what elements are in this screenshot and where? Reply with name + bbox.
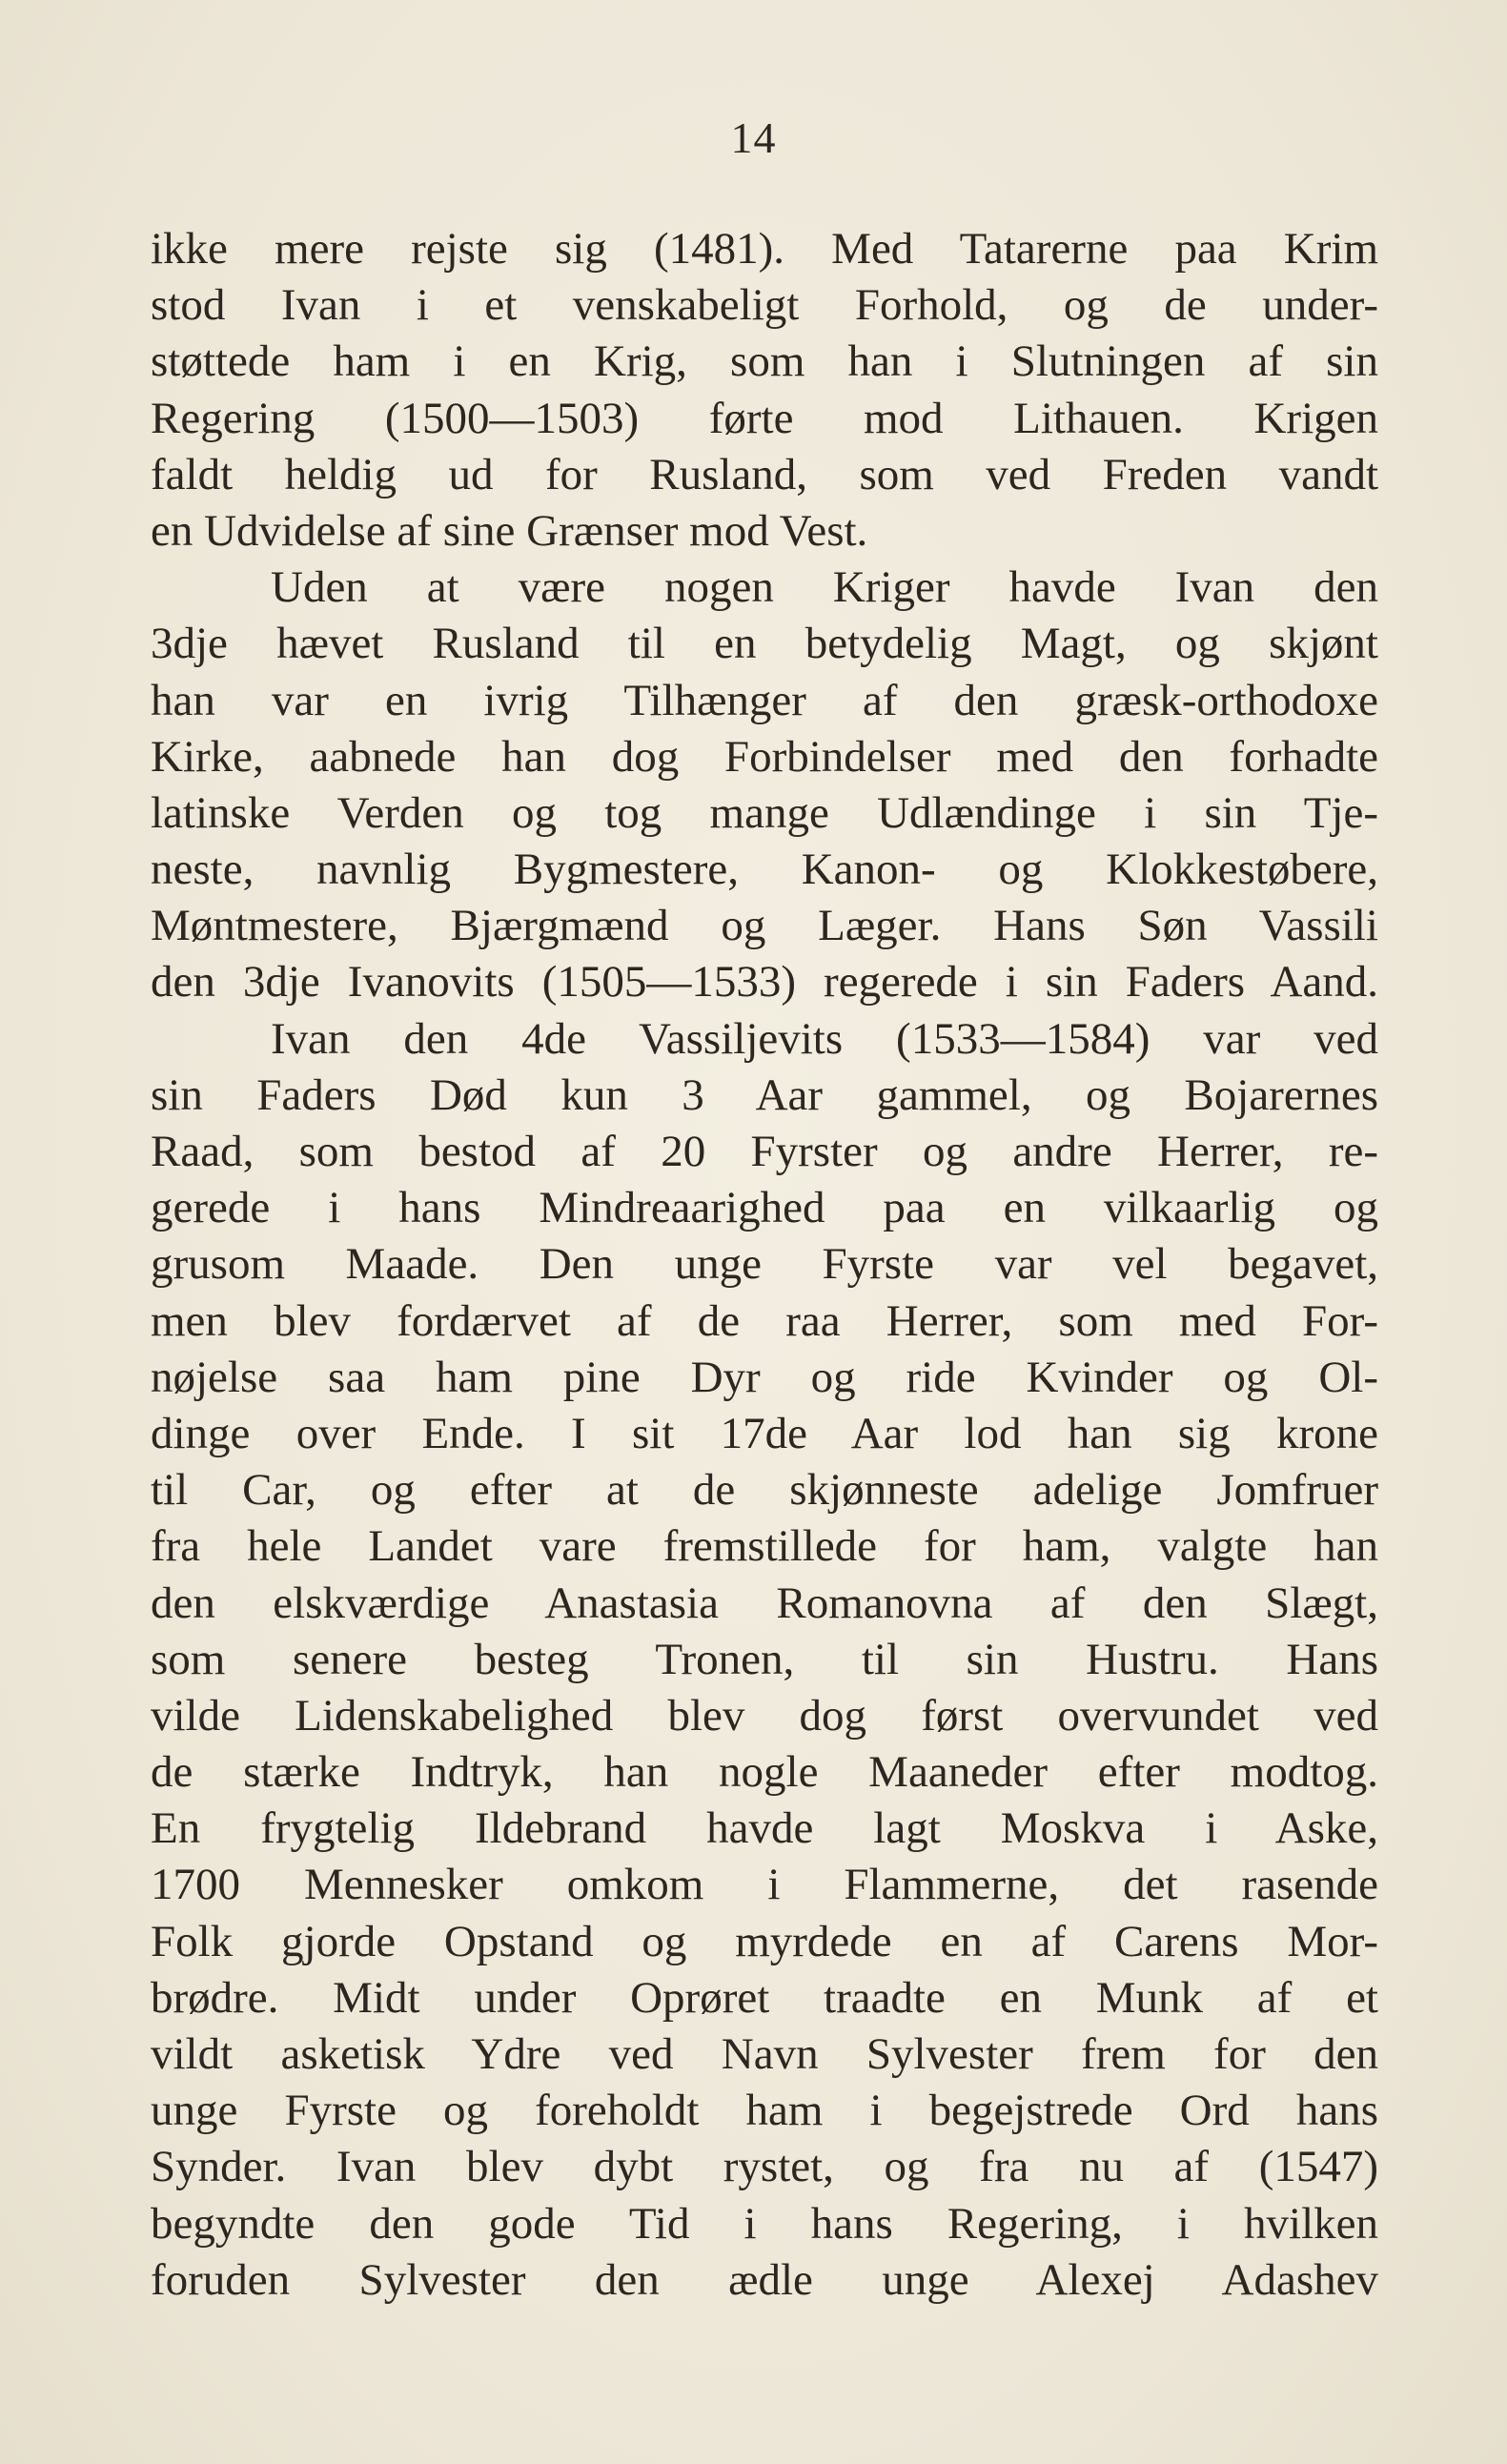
text-line: foruden Sylvester den ædle unge Alexej Adashev	[151, 2254, 1378, 2305]
text-line: støttede ham i en Krig, som han i Slutningen af sin	[151, 336, 1378, 387]
text-line: brødre. Midt under Oprøret traadte en Munk af et	[151, 1972, 1378, 2023]
text-line: til Car, og efter at de skjønneste adelige Jomfruer	[151, 1465, 1378, 1516]
text-line: unge Fyrste og foreholdt ham i begejstrede Ord hans	[151, 2086, 1378, 2136]
text-line: vildt asketisk Ydre ved Navn Sylvester frem for den	[151, 2029, 1378, 2079]
text-line: de stærke Indtryk, han nogle Maaneder efter modtog.	[151, 1747, 1378, 1798]
text-line: grusom Maade. Den unge Fyrste var vel begavet,	[151, 1239, 1378, 1290]
text-line: Møntmestere, Bjærgmænd og Læger. Hans Søn Vassili	[151, 901, 1378, 951]
text-line: den elskværdige Anastasia Romanovna af den Slægt,	[151, 1578, 1378, 1628]
text-line: 3dje hævet Rusland til en betydelig Magt, og skjønt	[151, 619, 1378, 669]
text-line: En frygtelig Ildebrand havde lagt Moskva i Aske,	[151, 1803, 1378, 1854]
text-line: faldt heldig ud for Rusland, som ved Freden vandt	[151, 449, 1378, 499]
text-line: vilde Lidenskabelighed blev dog først overvundet ved	[151, 1690, 1378, 1741]
text-line: Raad, som bestod af 20 Fyrster og andre Herrer, re-	[151, 1127, 1378, 1176]
text-line: en Udvidelse af sine Grænser mod Vest.	[151, 505, 868, 556]
text-line: Synder. Ivan blev dybt rystet, og fra nu af (1547)	[151, 2142, 1378, 2192]
text-line: neste, navnlig Bygmestere, Kanon- og Klokkestøbere,	[151, 845, 1378, 895]
text-line: sin Faders Død kun 3 Aar gammel, og Bojarernes	[151, 1069, 1378, 1120]
paragraph-start-line: Ivan den 4de Vassiljevits (1533—1584) var ved	[271, 1013, 1378, 1064]
text-line: gerede i hans Mindreaarighed paa en vilkaarlig og	[151, 1183, 1378, 1233]
text-line: stod Ivan i et venskabeligt Forhold, og de under-	[151, 280, 1378, 331]
text-line: han var en ivrig Tilhænger af den græsk-orthodoxe	[151, 675, 1378, 725]
text-line: Regering (1500—1503) førte mod Lithauen. Krigen	[151, 393, 1378, 443]
text-line: dinge over Ende. I sit 17de Aar lod han sig krone	[151, 1408, 1378, 1458]
text-line: ikke mere rejste sig (1481). Med Tatarerne paa Krim	[151, 224, 1378, 274]
text-line: nøjelse saa ham pine Dyr og ride Kvinder og Ol-	[151, 1352, 1378, 1402]
text-line: Folk gjorde Opstand og myrdede en af Carens Mor-	[151, 1916, 1378, 1966]
text-line: 1700 Mennesker omkom i Flammerne, det rasende	[151, 1860, 1378, 1910]
text-line: den 3dje Ivanovits (1505—1533) regerede i sin Faders Aand.	[151, 957, 1378, 1008]
text-line: fra hele Landet vare fremstillede for ham, valgte han	[151, 1521, 1378, 1572]
text-line: Kirke, aabnede han dog Forbindelser med den forhadte	[151, 731, 1378, 782]
paragraph-start-line: Uden at være nogen Kriger havde Ivan den	[271, 562, 1378, 613]
text-line: begyndte den gode Tid i hans Regering, i hvilken	[151, 2198, 1378, 2249]
text-line: men blev fordærvet af de raa Herrer, som med For-	[151, 1295, 1378, 1346]
text-line: latinske Verden og tog mange Udlændinge i sin Tje-	[151, 787, 1378, 838]
text-line: som senere besteg Tronen, til sin Hustru. Hans	[151, 1634, 1378, 1684]
body-text	[151, 221, 1378, 2309]
page-number: 14	[730, 113, 777, 162]
